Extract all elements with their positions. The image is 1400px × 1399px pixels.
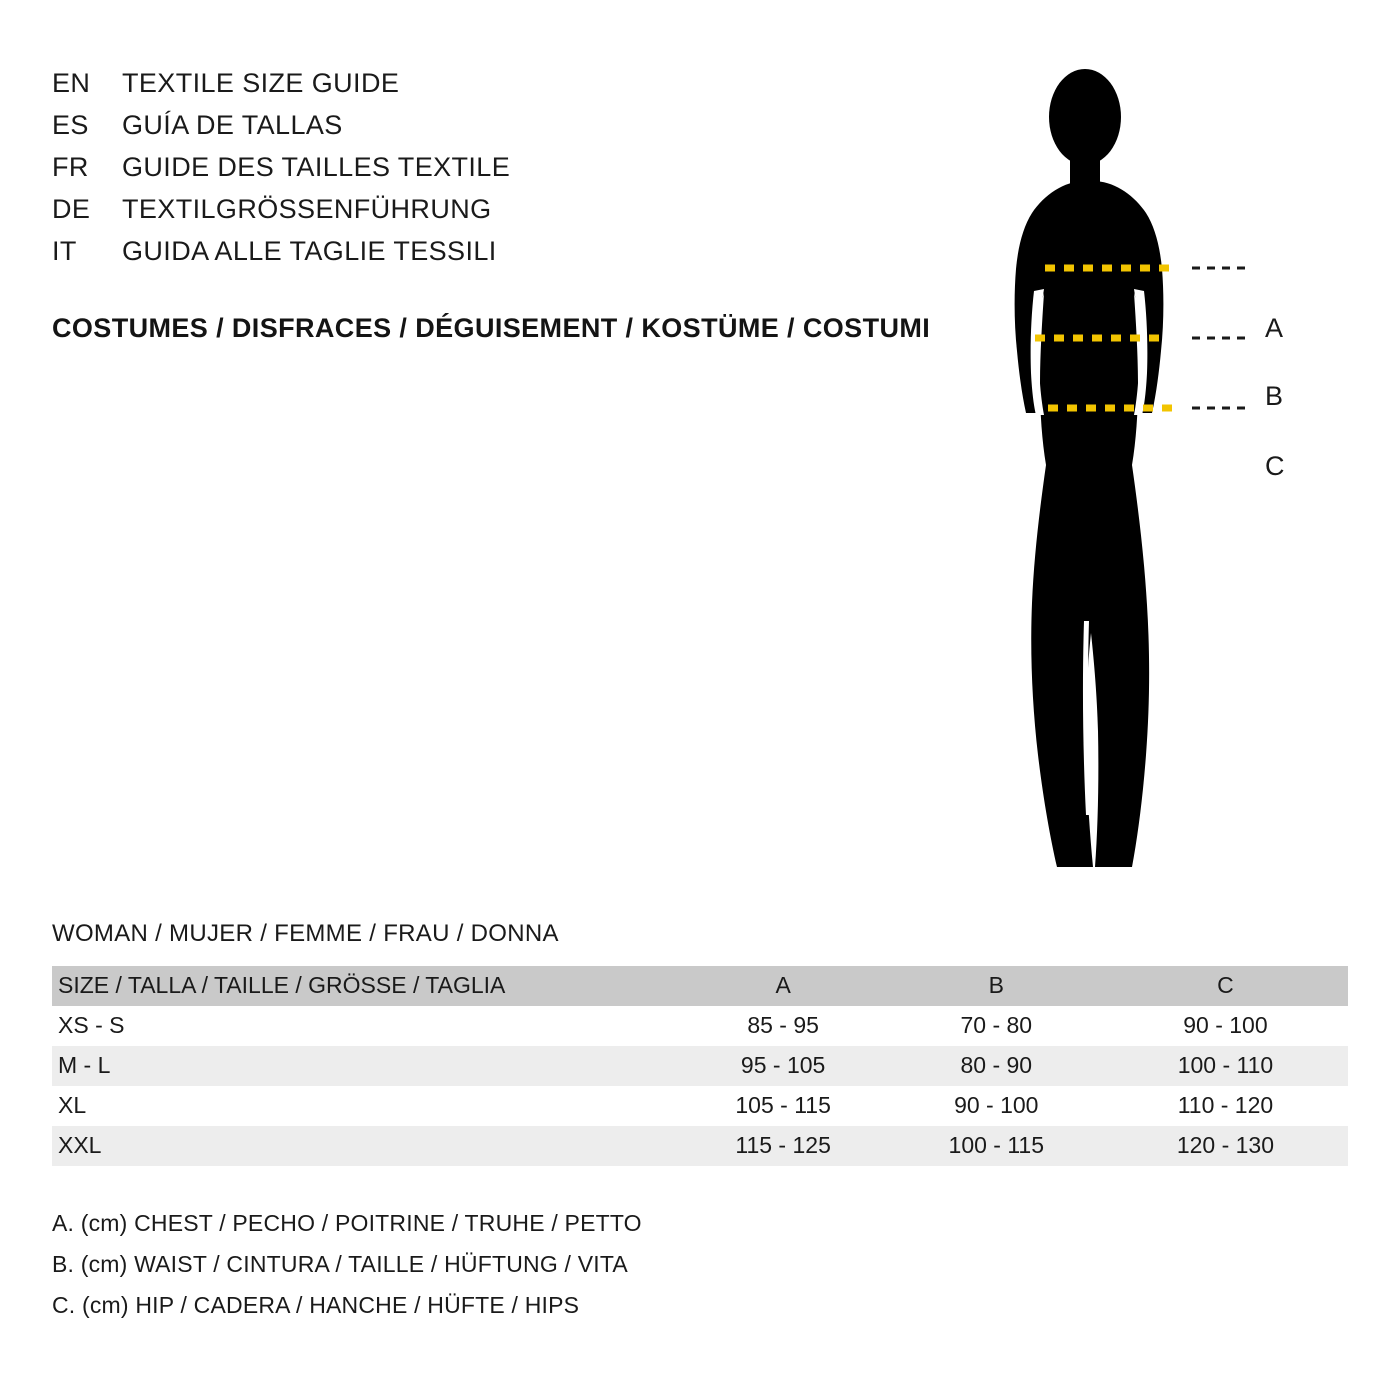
language-code: ES: [52, 110, 89, 140]
table-header-a: A: [677, 966, 890, 1006]
cell-waist: 90 - 100: [890, 1086, 1103, 1126]
cell-chest: 115 - 125: [677, 1126, 890, 1166]
measure-label-c: C: [1265, 451, 1285, 481]
language-header-block: [52, 68, 952, 278]
measure-label-a: A: [1265, 313, 1284, 343]
language-code: EN: [52, 68, 91, 98]
language-row-de: [52, 194, 952, 236]
cell-hip: 120 - 130: [1103, 1126, 1348, 1166]
language-title: GUÍA DE TALLAS: [122, 110, 343, 140]
cell-waist: 70 - 80: [890, 1006, 1103, 1046]
cell-size: M - L: [52, 1046, 677, 1086]
language-code: DE: [52, 194, 91, 224]
table-row: [52, 1086, 1348, 1126]
cell-chest: 85 - 95: [677, 1006, 890, 1046]
cell-hip: 110 - 120: [1103, 1086, 1348, 1126]
legend-item-hip: C. (cm) HIP / CADERA / HANCHE / HÜFTE / HIPS: [52, 1292, 580, 1318]
cell-chest: 95 - 105: [677, 1046, 890, 1086]
table-row: [52, 1126, 1348, 1166]
measure-label-b: B: [1265, 381, 1284, 411]
cell-waist: 100 - 115: [890, 1126, 1103, 1166]
table-header-row: [52, 966, 1348, 1006]
language-title: GUIDE DES TAILLES TEXTILE: [122, 152, 511, 182]
legend-item-waist: B. (cm) WAIST / CINTURA / TAILLE / HÜFTUNG / VITA: [52, 1251, 628, 1277]
size-table: [52, 966, 1348, 1166]
language-row-it: [52, 236, 952, 278]
table-header-c: C: [1103, 966, 1348, 1006]
cell-hip: 100 - 110: [1103, 1046, 1348, 1086]
cell-waist: 80 - 90: [890, 1046, 1103, 1086]
language-code: FR: [52, 152, 89, 182]
table-header-size: SIZE / TALLA / TAILLE / GRÖSSE / TAGLIA: [52, 966, 677, 1006]
cell-size: XS - S: [52, 1006, 677, 1046]
costumes-subtitle: COSTUMES / DISFRACES / DÉGUISEMENT / KOSTÜME / COSTUMI: [52, 313, 931, 343]
language-row-en: [52, 68, 952, 110]
language-title: GUIDA ALLE TAGLIE TESSILI: [122, 236, 497, 266]
table-header-b: B: [890, 966, 1103, 1006]
cell-hip: 90 - 100: [1103, 1006, 1348, 1046]
language-title: TEXTILE SIZE GUIDE: [122, 68, 400, 98]
language-title: TEXTILGRÖSSENFÜHRUNG: [122, 194, 492, 224]
size-figure: [960, 55, 1360, 885]
language-row-fr: [52, 152, 952, 194]
woman-silhouette-icon: [960, 55, 1360, 885]
cell-chest: 105 - 115: [677, 1086, 890, 1126]
legend-item-chest: A. (cm) CHEST / PECHO / POITRINE / TRUHE / PETTO: [52, 1210, 642, 1236]
cell-size: XXL: [52, 1126, 677, 1166]
table-row: [52, 1046, 1348, 1086]
table-row: [52, 1006, 1348, 1046]
language-row-es: [52, 110, 952, 152]
table-heading: WOMAN / MUJER / FEMME / FRAU / DONNA: [52, 920, 559, 947]
language-code: IT: [52, 236, 77, 266]
measurement-legend: [52, 1210, 642, 1333]
cell-size: XL: [52, 1086, 677, 1126]
